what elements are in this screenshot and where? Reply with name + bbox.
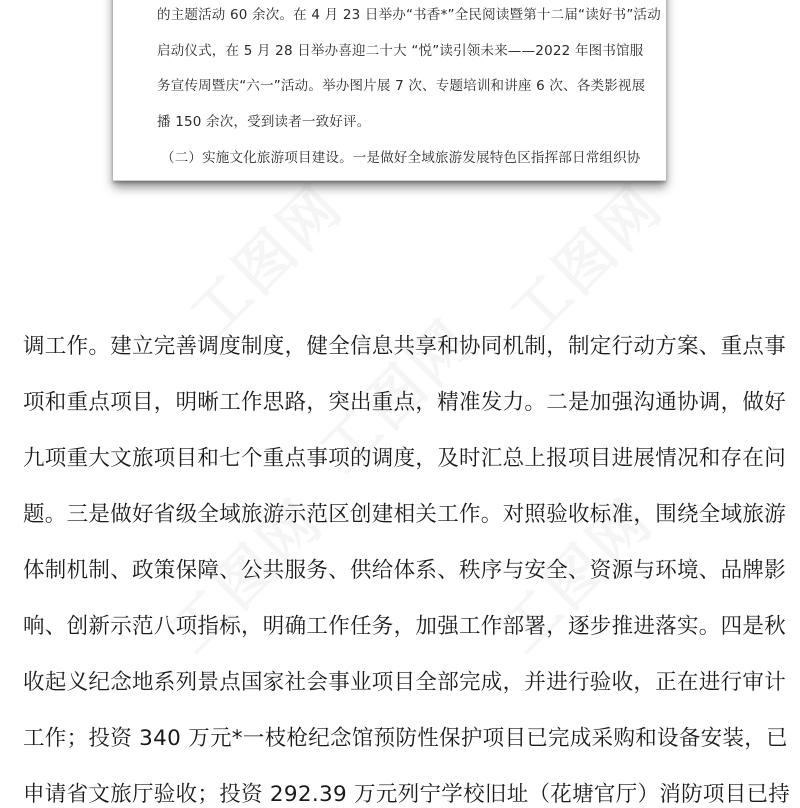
body-paragraph-line: 题。三是做好省级全域旅游示范区创建相关工作。对照验收标准，围绕全域旅游 (23, 502, 787, 527)
watermark: 工图网 (486, 485, 667, 666)
body-paragraph-line: 收起义纪念地系列景点国家社会事业项目全部完成，并进行验收，正在进行审计 (23, 670, 787, 695)
body-paragraph-line: 工作；投资 340 万元*一枝枪纪念馆预防性保护项目已完成采购和设备安装，已 (23, 726, 788, 751)
card-paragraph-line: 务宣传周暨庆“六一”活动。举办图片展 7 次、专题培训和讲座 6 次、各类影视展 (157, 78, 646, 94)
body-paragraph-line: 项和重点项目，明晰工作思路，突出重点，精准发力。二是加强沟通协调，做好 (23, 390, 787, 415)
body-paragraph-line: 响、创新示范八项指标，明确工作任务，加强工作部署，逐步推进落实。四是秋 (23, 614, 787, 639)
card-paragraph-line: 启动仪式，在 5 月 28 日举办喜迎二十大 “悦”读引领未来——2022 年图书馆服 (157, 43, 644, 59)
watermark: 工图网 (306, 305, 487, 486)
watermark: 工图网 (176, 170, 357, 351)
body-paragraph-line: 调工作。建立完善调度制度，健全信息共享和协同机制，制定行动方案、重点事 (23, 334, 787, 359)
card-section-heading: （二）实施文化旅游项目建设。一是做好全域旅游发展特色区指挥部日常组织协 (161, 150, 641, 166)
card-paragraph-line: 播 150 余次，受到读者一致好评。 (157, 114, 371, 130)
body-paragraph-line: 申请省文旅厅验收；投资 292.39 万元列宁学校旧址（花塘官厅）消防项目已持 (23, 782, 791, 807)
body-paragraph-line: 九项重大文旅项目和七个重点事项的调度，及时汇总上报项目进展情况和存在问 (23, 446, 787, 471)
watermark: 工图网 (156, 485, 337, 666)
card-paragraph-line: 的主题活动 60 余次。在 4 月 23 日举办“书香*”全民阅读暨第十二届“读好书”活动 (157, 7, 661, 23)
body-paragraph-line: 体制机制、政策保障、公共服务、供给体系、秩序与安全、资源与环境、品牌影 (23, 558, 787, 583)
watermark: 工图网 (496, 170, 677, 351)
